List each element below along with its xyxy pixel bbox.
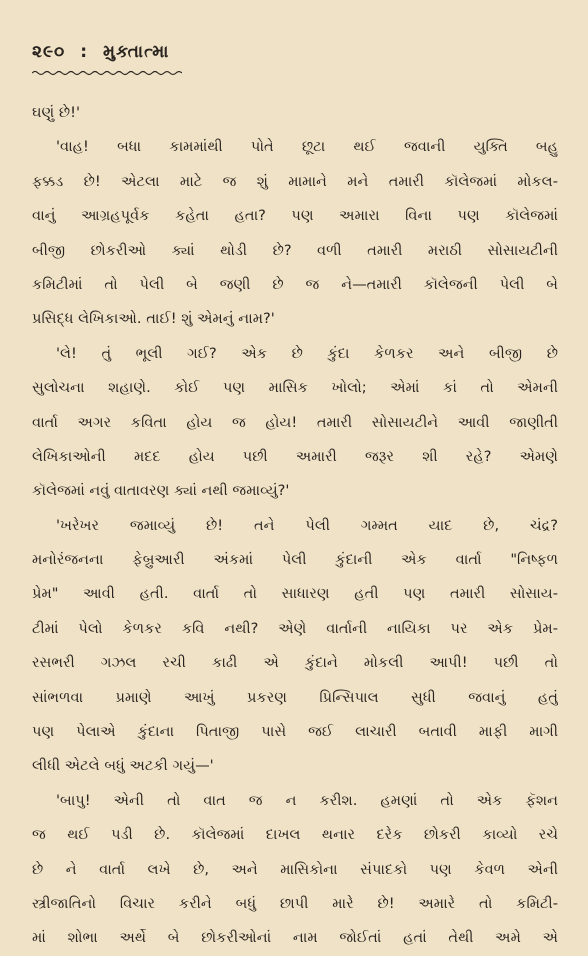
header-separator: : <box>80 42 89 62</box>
text-line: સાંભળવા પ્રમાણે આખું પ્રકરણ પ્રિન્સિપાલ સુધી જવાનું હતું <box>32 688 558 706</box>
text-line: વાનું આગ્રહપૂર્વક કહેતા હતા? પણ અમારા વિના પણ કૉલેજમાં <box>32 207 558 225</box>
text-line: છે ને વાર્તા લખે છે, અને માસિકોના સંપાદકો પણ કેવળ એની <box>32 860 558 878</box>
text-line: લેખિકાઓની મદદ હોય પછી અમારી જરૂર શી રહે? એમણે <box>32 447 558 465</box>
text-line: મનોરંજનના ફેબ્રુઆરી અંકમાં પેલી કુંદાની એક વાર્તા "નિષ્ફળ <box>32 551 558 569</box>
book-title: મુક્તાત્મા <box>102 42 170 62</box>
text-line: 'વાહ! બધા કામમાંથી પોતે છૂટા થઈ જવાની યુક્તિ બહુ <box>56 138 558 156</box>
text-line: 'ખરેખર જમાવ્યું છે! તને પેલી ગમ્મત યાદ છે, ચંદ્ર? <box>56 516 558 534</box>
text-line: પ્રસિદ્ધ લેખિકાઓ. તાઈ! શું એમનું નામ?' <box>32 310 275 328</box>
text-line: ફક્કડ છે! એટલા માટે જ શું મામાને મને તમારી કૉલેજમાં મોકલ- <box>32 172 558 190</box>
text-line: રસભરી ગઝલ રચી કાઢી એ કુંદાને મોકલી આપી! પછી તો <box>32 654 558 672</box>
text-line: ટીમાં પેલો કેળકર કવિ નથી? એણે વાર્તાની નાયિકા પર એક પ્રેમ- <box>32 619 558 637</box>
text-line: સ્ત્રીજાતિનો વિચાર કરીને બધું છાપી મારે છે! અમારે તો કમિટી- <box>32 894 558 912</box>
wavy-rule-ornament <box>32 70 182 76</box>
text-line: 'લે! તું ભૂલી ગઈ? એક છે કુંદા કેળકર અને બીજી છે <box>56 344 558 362</box>
text-line: લીધી એટલે બધું અટકી ગયું—' <box>32 757 214 775</box>
page-number: ૨૯૦ <box>32 42 66 62</box>
text-line: કમિટીમાં તો પેલી બે જણી છે જ ને—તમારી કૉલેજની પેલી બે <box>32 275 558 293</box>
text-line: સુલોચના શહાણે. કોઈ પણ માસિક ખોલો; એમાં કાં તો એમની <box>32 379 558 397</box>
text-line: વાર્તા અગર કવિતા હોય જ હોય! તમારી સોસાયટીને આવી જાણીતી <box>32 413 558 431</box>
text-line: પણ પેલાએ કુંદાના પિતાજી પાસે જઈ લાચારી બતાવી માફી માગી <box>32 723 558 741</box>
text-line: કૉલેજમાં નવું વાતાવરણ ક્યાં નથી જમાવ્યું?' <box>32 482 290 500</box>
text-line: 'બાપુ! એની તો વાત જ ન કરીશ. હમણાં તો એક ફૅશન <box>56 791 558 809</box>
text-line: બીજી છોકરીઓ ક્યાં થોડી છે? વળી તમારી મરાઠી સોસાયટીની <box>32 241 558 259</box>
text-line: માં શોભા અર્થે બે છોકરીઓનાં નામ જોઈતાં હતાં તેથી અમે એ <box>32 929 558 947</box>
body-text <box>32 96 558 956</box>
text-line: જ થઈ પડી છે. કૉલેજમાં દાખલ થનાર દરેક છોકરી કાવ્યો રચે <box>32 826 558 844</box>
text-line: પ્રેમ" આવી હતી. વાર્તા તો સાધારણ હતી પણ તમારી સોસાય- <box>32 585 558 603</box>
text-line: ઘણું છે!' <box>32 104 81 121</box>
running-head <box>32 42 169 62</box>
